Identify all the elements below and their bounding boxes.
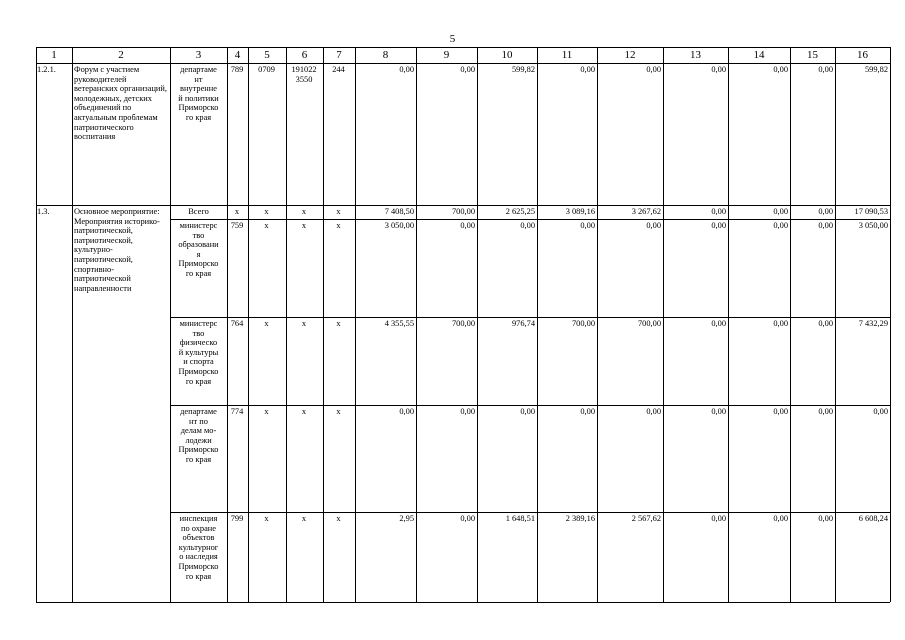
page-number: 5 [449, 33, 456, 45]
value-cell-col4: 759 [230, 221, 244, 230]
value-cell-col15: 0,00 [818, 65, 833, 74]
value-cell-col5: x [264, 221, 269, 230]
value-cell-col12: 2 567,62 [631, 514, 661, 523]
value-cell-col9: 700,00 [451, 319, 475, 328]
value-cell-col16: 0,00 [873, 407, 888, 416]
value-cell-col12: 0,00 [646, 221, 661, 230]
value-cell-col9: 700,00 [451, 207, 475, 216]
value-cell-col9: 0,00 [460, 221, 475, 230]
value-cell-col6: 191022 3550 [291, 65, 317, 84]
value-cell-col16: 6 608,24 [858, 514, 888, 523]
value-cell-col8: 2,95 [399, 514, 414, 523]
value-cell-col5: x [264, 319, 269, 328]
column-header-11: 11 [561, 49, 573, 61]
column-header-2: 2 [118, 49, 124, 61]
executor-cell: инспекция по охране объектов культурног о наследия Приморско го края [178, 514, 219, 581]
value-cell-col15: 0,00 [818, 514, 833, 523]
value-cell-col10: 976,74 [511, 319, 535, 328]
value-cell-col12: 0,00 [646, 407, 661, 416]
value-cell-col11: 3 089,16 [565, 207, 595, 216]
value-cell-col10: 0,00 [520, 407, 535, 416]
value-cell-col7: x [336, 407, 341, 416]
value-cell-col8: 3 050,00 [384, 221, 414, 230]
value-cell-col14: 0,00 [773, 407, 788, 416]
executor-cell: департаме нт по делам мо- лодежи Приморско го края [178, 407, 219, 464]
value-cell-col4: 789 [230, 65, 244, 74]
value-cell-col10: 599,82 [511, 65, 535, 74]
column-header-3: 3 [195, 49, 202, 61]
column-header-16: 16 [857, 49, 868, 61]
value-cell-col6: x [301, 221, 307, 230]
column-divider-16 [890, 47, 891, 602]
column-header-8: 8 [382, 49, 389, 61]
value-cell-col12: 700,00 [637, 319, 661, 328]
value-cell-col11: 0,00 [580, 65, 595, 74]
value-cell-col5: x [264, 407, 269, 416]
value-cell-col6: x [301, 319, 307, 328]
column-header-15: 15 [807, 49, 818, 61]
value-cell-col15: 0,00 [818, 207, 833, 216]
value-cell-col8: 0,00 [399, 65, 414, 74]
executor-cell: министерс тво образовани я Приморско го края [178, 221, 219, 278]
value-cell-col11: 700,00 [571, 319, 595, 328]
value-cell-col10: 2 625,25 [505, 207, 535, 216]
value-cell-col14: 0,00 [773, 207, 788, 216]
value-cell-col4: 799 [230, 514, 244, 523]
column-header-1: 1 [51, 49, 57, 61]
value-cell-col7: x [336, 221, 341, 230]
header-bottom-border [36, 63, 890, 64]
column-header-7: 7 [336, 49, 342, 61]
value-cell-col15: 0,00 [818, 407, 833, 416]
value-cell-col4: 764 [230, 319, 244, 328]
column-header-9: 9 [443, 49, 450, 61]
value-cell-col11: 0,00 [580, 407, 595, 416]
value-cell-col16: 7 432,29 [858, 319, 888, 328]
executor-cell: Всего [188, 207, 209, 216]
value-cell-col13: 0,00 [711, 65, 726, 74]
value-cell-col14: 0,00 [773, 65, 788, 74]
value-cell-col13: 0,00 [711, 221, 726, 230]
column-divider-1 [72, 47, 73, 602]
column-header-13: 13 [690, 49, 701, 61]
row-bottom-border [36, 205, 890, 206]
value-cell-col16: 599,82 [864, 65, 888, 74]
row-name: Основное мероприятие: Мероприятия историко-патриотической, патриотической, культурно-патриотической, спортивно-патриотической направленности [74, 207, 160, 293]
value-cell-col9: 0,00 [460, 514, 475, 523]
value-cell-col9: 0,00 [460, 407, 475, 416]
value-cell-col16: 17 090,53 [854, 207, 888, 216]
value-cell-col7: x [336, 207, 341, 216]
value-cell-col6: x [301, 207, 307, 216]
value-cell-col12: 3 267,62 [631, 207, 661, 216]
column-divider-0 [36, 47, 37, 602]
subrow-divider [170, 405, 890, 406]
value-cell-col8: 7 408,50 [384, 207, 414, 216]
value-cell-col7: x [336, 514, 341, 523]
value-cell-col14: 0,00 [773, 221, 788, 230]
value-cell-col13: 0,00 [711, 407, 726, 416]
value-cell-col7: x [336, 319, 341, 328]
value-cell-col16: 3 050,00 [858, 221, 888, 230]
value-cell-col5: 0709 [258, 65, 275, 74]
value-cell-col11: 0,00 [580, 221, 595, 230]
value-cell-col9: 0,00 [460, 65, 475, 74]
value-cell-col14: 0,00 [773, 514, 788, 523]
value-cell-col10: 1 648,51 [505, 514, 535, 523]
value-cell-col13: 0,00 [711, 319, 726, 328]
value-cell-col8: 0,00 [399, 407, 414, 416]
column-header-4: 4 [234, 49, 241, 61]
value-cell-col15: 0,00 [818, 221, 833, 230]
value-cell-col5: x [264, 514, 269, 523]
executor-cell: министерс тво физическо й культуры и спорта Приморско го края [178, 319, 219, 386]
row-code: 1.2.1. [37, 65, 56, 74]
value-cell-col13: 0,00 [711, 207, 726, 216]
column-header-10: 10 [501, 49, 513, 61]
value-cell-col4: 774 [230, 407, 244, 416]
value-cell-col10: 0,00 [520, 221, 535, 230]
value-cell-col7: 244 [332, 65, 345, 74]
value-cell-col4: x [234, 207, 240, 216]
column-header-5: 5 [264, 49, 270, 61]
subrow-divider [170, 317, 890, 318]
row-bottom-border [36, 602, 890, 603]
row-code: 1.3. [37, 207, 50, 216]
value-cell-col8: 4 355,55 [384, 319, 414, 328]
column-header-14: 14 [753, 49, 765, 61]
subrow-divider [170, 219, 890, 220]
executor-cell: департаме нт внутренне й политики Приморско го края [178, 65, 219, 122]
value-cell-col14: 0,00 [773, 319, 788, 328]
column-header-6: 6 [301, 49, 308, 61]
value-cell-col12: 0,00 [646, 65, 661, 74]
value-cell-col5: x [264, 207, 269, 216]
value-cell-col11: 2 389,16 [565, 514, 595, 523]
row-name: Форум с участием руководителей ветеранских организаций, молодежных, детских объединений по актуальным проблемам патриотического воспитания [74, 65, 167, 142]
subrow-divider [170, 512, 890, 513]
value-cell-col13: 0,00 [711, 514, 726, 523]
column-header-12: 12 [624, 49, 636, 61]
value-cell-col6: x [301, 514, 307, 523]
value-cell-col15: 0,00 [818, 319, 833, 328]
value-cell-col6: x [301, 407, 307, 416]
